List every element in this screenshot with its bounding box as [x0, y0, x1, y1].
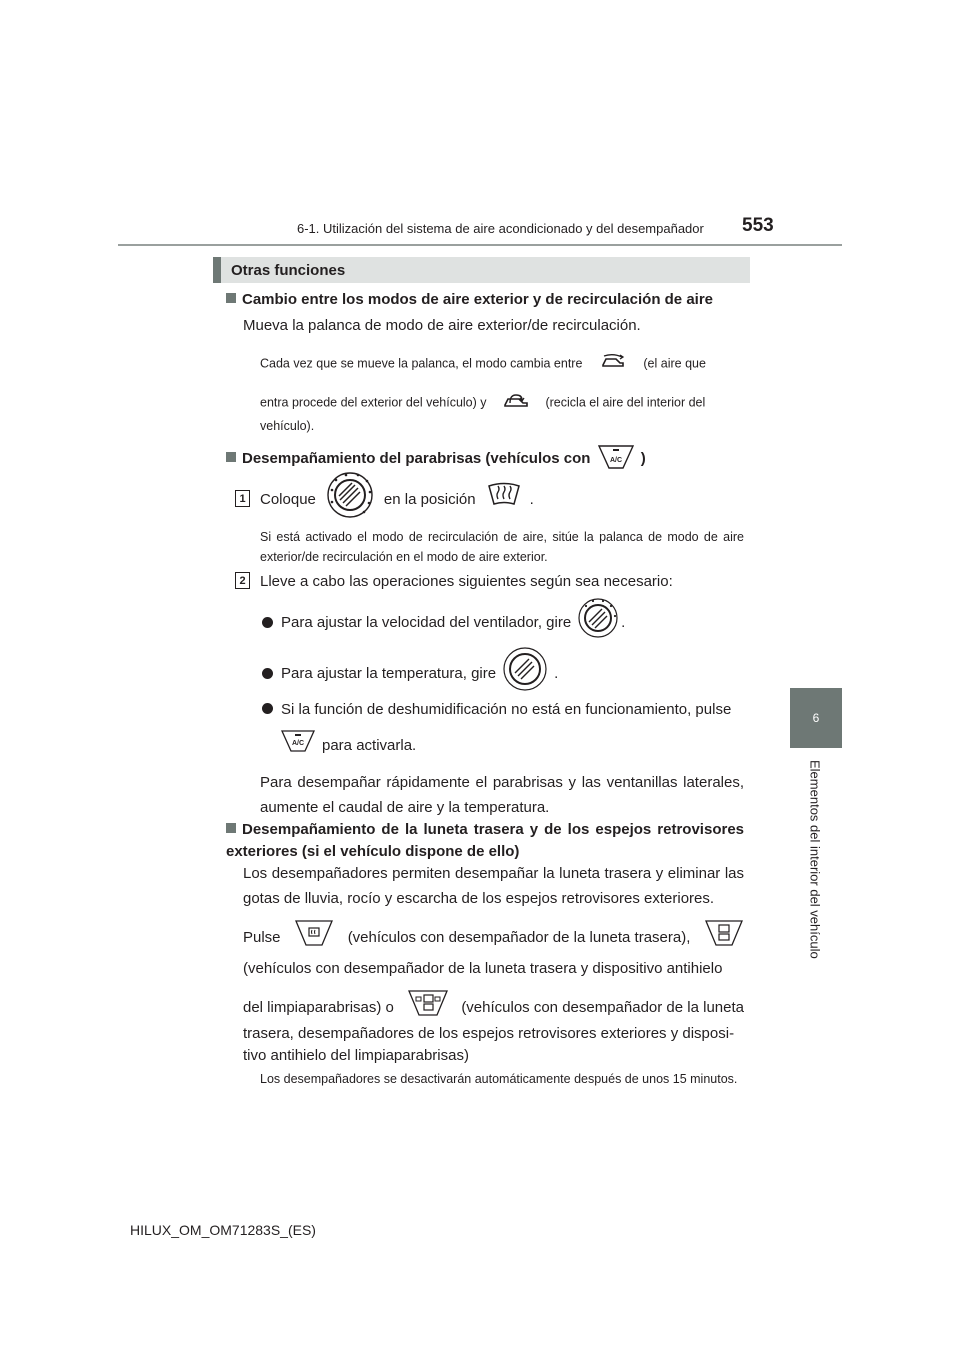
recirc-heading: [226, 291, 713, 308]
step-2-marker: 2: [235, 572, 250, 589]
rear-pulse-line3: [243, 990, 744, 1024]
recirc-note-line1: [260, 353, 745, 375]
bullet-dehumid-text: Si la función de deshumidificación no está en funcionamiento, pulse: [281, 701, 732, 718]
rear-heading-text: Desempañamiento de la luneta trasera y de los espejos retrovisores exteriores (si el vehículo dispone de ello): [226, 821, 744, 860]
bullet-dot: [262, 617, 273, 628]
windshield-heading-close: ): [640, 449, 646, 467]
page-number: 553: [742, 215, 774, 236]
recirc-note-a: Cada vez que se mueve la palanca, el modo cambia entre: [260, 356, 583, 371]
bullet-dehumid: [262, 697, 744, 722]
svg-text:A/C: A/C: [609, 457, 622, 464]
mode-dial-icon: [324, 470, 376, 528]
recirc-note-b: (el aire que: [643, 356, 706, 371]
ac-button-icon: [280, 728, 316, 762]
rear-pulse-e: (vehículos con desempañador de la luneta: [461, 998, 744, 1016]
bullet-dehumid-text-b: para activarla.: [322, 736, 417, 754]
step-1: [260, 474, 534, 524]
windshield-heading: [226, 443, 646, 475]
rear-pulse-a: Pulse: [243, 928, 281, 946]
heading-marker: [226, 823, 236, 833]
step-1-text-a: Coloque: [260, 490, 316, 508]
fan-dial-icon: [577, 596, 619, 648]
rear-pulse-line2: (vehículos con desempañador de la luneta trasera y dispositivo antihielo: [243, 960, 723, 977]
windshield-heading-text: Desempañamiento del parabrisas (vehículos con: [242, 449, 591, 467]
windshield-defrost-icon: [486, 482, 522, 516]
chapter-tab: [790, 688, 842, 748]
svg-text:A/C: A/C: [291, 740, 305, 747]
outside-air-icon: [600, 353, 626, 375]
rear-defogger-button-icon: [294, 918, 334, 956]
step-1-marker: 1: [235, 490, 250, 507]
bullet-temp-text: Para ajustar la temperatura, gire: [281, 664, 497, 682]
rear-pulse-b: (vehículos con desempañador de la luneta trasera),: [347, 928, 691, 946]
footer-code: HILUX_OM_OM71283S_(ES): [130, 1222, 316, 1238]
rear-pulse-line1: [243, 920, 744, 954]
bullet-fan: [262, 598, 625, 646]
recirc-heading-text: Cambio entre los modos de aire exterior y de recirculación de aire: [242, 291, 714, 308]
bullet-temp-end: .: [554, 664, 559, 682]
chapter-number: 6: [812, 711, 820, 725]
temperature-dial-icon: [502, 645, 548, 701]
step-1-text-b: en la posición: [383, 490, 476, 508]
recirc-note-line3: vehículo).: [260, 419, 315, 433]
chapter-label: Elementos del interior del vehículo: [807, 760, 823, 959]
bullet-dot: [262, 668, 273, 679]
rear-body: Los desempañadores permiten desempañar la luneta trasera y eliminar las gotas de lluvia, rocío y escarcha de los espejos retrovisores exteriores.: [243, 865, 744, 907]
section-title: Otras funciones: [231, 262, 346, 279]
rear-pulse-d: del limpiaparabrisas) o: [243, 998, 394, 1016]
header-divider: [118, 244, 842, 246]
rear-pulse-line5: tivo antihielo del limpiaparabrisas): [243, 1047, 469, 1064]
chapter-label-wrap: [775, 760, 855, 960]
recirc-note-line2: [260, 392, 745, 414]
bullet-dot: [262, 703, 273, 714]
step-1-text-c: .: [529, 490, 534, 508]
bullet-temp: [262, 648, 558, 698]
rear-note: Los desempañadores se desactivarán automáticamente después de unos 15 minutos.: [260, 1072, 738, 1086]
bullet-dehumid-line2: [280, 730, 416, 760]
recirc-note-c: entra procede del exterior del vehículo) y: [260, 395, 487, 410]
heading-marker: [226, 293, 236, 303]
step-1-note: Si está activado el modo de recirculación de aire, sitúe la palanca de modo de aire exterior/de recirculación en el modo de aire exterior.: [260, 530, 744, 564]
rear-pulse-line4: trasera, desempañadores de los espejos retrovisores exteriores y disposi-: [243, 1025, 735, 1042]
rear-heading: [226, 819, 744, 863]
header-section-title: 6-1. Utilización del sistema de aire acondicionado y del desempañador: [297, 221, 704, 236]
recirc-body: Mueva la palanca de modo de aire exterior/de recirculación.: [243, 317, 641, 334]
bullet-fan-end: .: [621, 613, 626, 631]
ac-button-icon: [597, 443, 635, 475]
heading-marker: [226, 452, 236, 462]
recirculation-icon: [502, 392, 530, 414]
step-2-text: Lleve a cabo las operaciones siguientes según sea necesario:: [260, 573, 673, 590]
bullet-fan-text: Para ajustar la velocidad del ventilador, gire: [281, 613, 572, 631]
windshield-closing: Para desempañar rápidamente el parabrisas y las ventanillas laterales, aumente el caudal de aire y la temperatura.: [260, 774, 744, 816]
section-title-bar: [213, 257, 750, 283]
rear-defogger-deicer-button-icon: [704, 918, 744, 956]
recirc-note-d: (recicla el aire del interior del: [545, 395, 706, 410]
